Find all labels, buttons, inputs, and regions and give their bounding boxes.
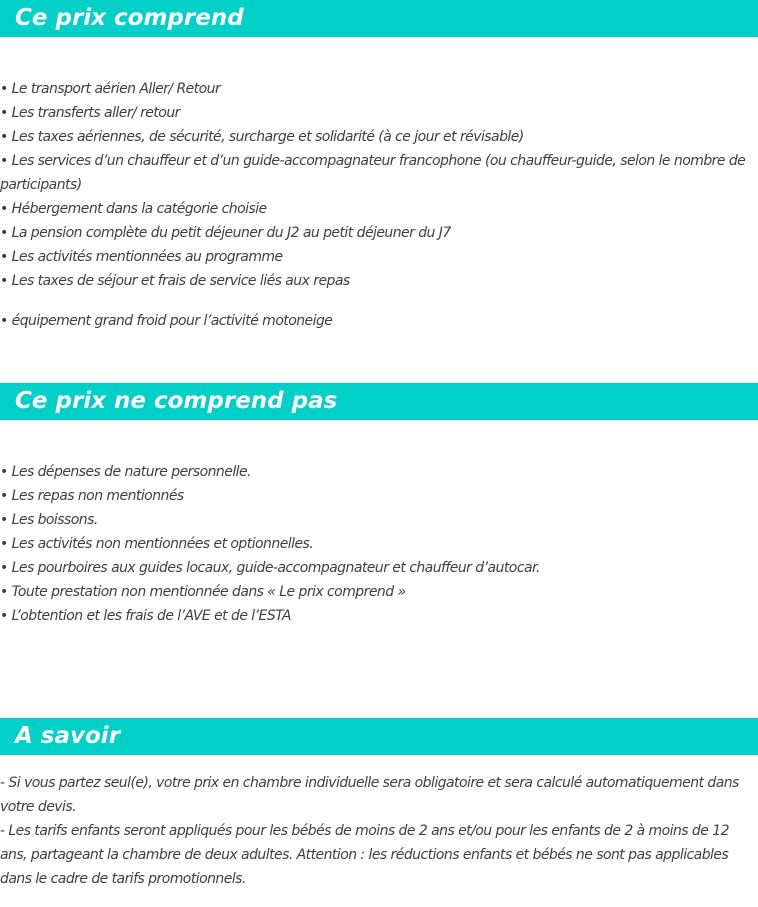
- list-item: • Les transferts aller/ retour: [0, 105, 180, 121]
- list-item: • Les repas non mentionnés: [0, 488, 184, 504]
- list-item: • L’obtention et les frais de l’AVE et de l’ESTA: [0, 608, 291, 624]
- included-list: [0, 77, 752, 333]
- list-item: • Les activités mentionnées au programme: [0, 249, 283, 265]
- list-item-equipment: • équipement grand froid pour l’activité motoneige: [0, 313, 333, 329]
- list-item: - Si vous partez seul(e), votre prix en chambre individuelle sera obligatoire et sera calculé automatiquement dans votre devis.: [0, 775, 739, 815]
- section-header-not-included: [0, 383, 758, 420]
- list-item: • Le transport aérien Aller/ Retour: [0, 81, 221, 97]
- list-item: • Les pourboires aux guides locaux, guide-accompagnateur et chauffeur d’autocar.: [0, 560, 540, 576]
- list-item: • Les taxes de séjour et frais de service liés aux repas: [0, 273, 350, 289]
- list-item: • Les services d’un chauffeur et d’un guide-accompagnateur francophone (ou chauffeur-guide, selon le nombre de participants): [0, 153, 746, 193]
- list-item: - Les tarifs enfants seront appliqués pour les bébés de moins de 2 ans et/ou pour les enfants de 2 à moins de 12 ans, partageant la chambre de deux adultes. Attention : les réductions enfants et bébés ne sont pas applicables dans le cadre de tarifs promotionnels.: [0, 823, 729, 887]
- section-title: A savoir: [15, 723, 121, 749]
- list-item: • Les activités non mentionnées et optionnelles.: [0, 536, 314, 552]
- list-item: • Hébergement dans la catégorie choisie: [0, 201, 267, 217]
- list-item: • Les boissons.: [0, 512, 98, 528]
- section-title: Ce prix ne comprend pas: [15, 388, 338, 414]
- good-to-know-list: [0, 771, 752, 891]
- section-header-included: [0, 0, 758, 37]
- list-item: • Toute prestation non mentionnée dans « Le prix comprend »: [0, 584, 406, 600]
- section-header-good-to-know: [0, 718, 758, 755]
- list-item: • La pension complète du petit déjeuner du J2 au petit déjeuner du J7: [0, 225, 451, 241]
- list-item: • Les taxes aériennes, de sécurité, surcharge et solidarité (à ce jour et révisable): [0, 129, 524, 145]
- section-title: Ce prix comprend: [15, 5, 244, 31]
- list-item: • Les dépenses de nature personnelle.: [0, 464, 251, 480]
- not-included-list: [0, 460, 752, 628]
